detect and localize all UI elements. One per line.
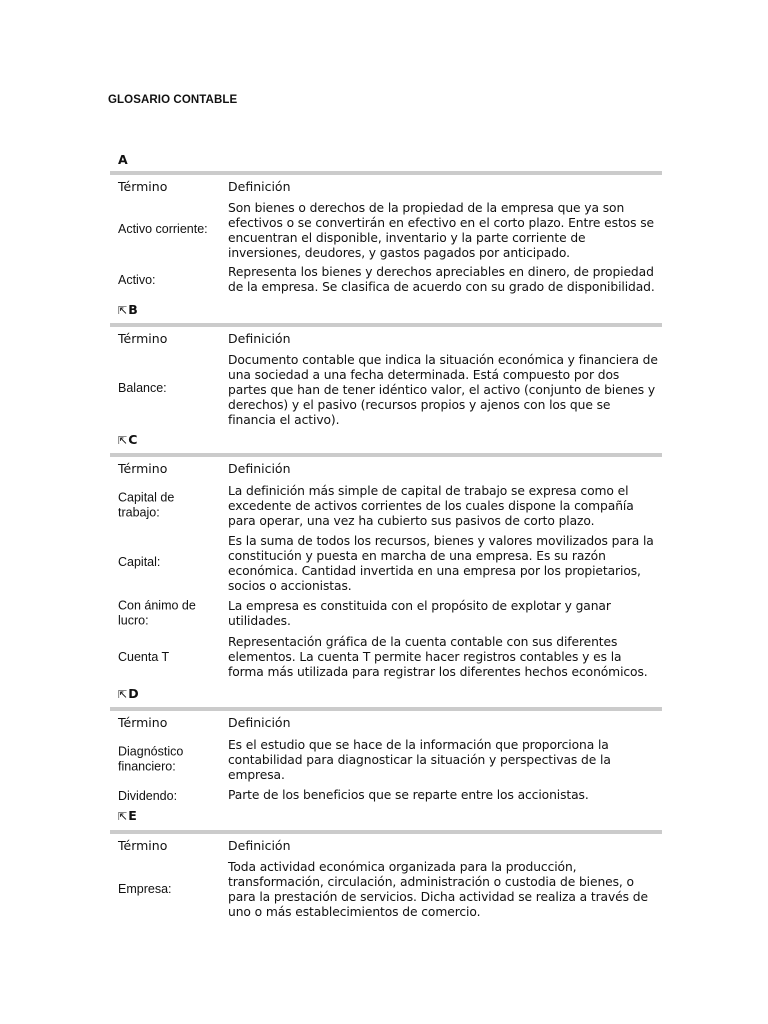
glossary-definition: Es el estudio que se hace de la información que proporciona la contabilidad para diagnosticar la situación y perspectivas de la empresa. [228, 738, 611, 782]
column-header-term: Término [118, 179, 168, 194]
section-letter: C [128, 432, 138, 447]
column-header-definition: Definición [228, 331, 291, 346]
section-letter: E [128, 808, 137, 823]
column-header-term: Término [118, 331, 168, 346]
glossary-term: Con ánimo de lucro: [118, 598, 196, 627]
glossary-definition: Representa los bienes y derechos apreciables en dinero, de propiedad de la empresa. Se clasifica de acuerdo con su grado de disponibilidad. [228, 265, 655, 294]
glossary-term: Capital de trabajo: [118, 490, 175, 519]
glossary-definition: Toda actividad económica organizada para la producción, transformación, circulación, administración o custodia de bienes, o para la prestación de servicios. Dicha actividad se realiza a través de uno o más establecimientos de comercio. [228, 860, 648, 919]
column-header-definition: Definición [228, 838, 291, 853]
section-letter: D [128, 686, 139, 701]
glossary-definition: Parte de los beneficios que se reparte entre los accionistas. [228, 788, 589, 802]
glossary-term: Dividendo: [118, 788, 178, 803]
glossary-definition: Son bienes o derechos de la propiedad de la empresa que ya son efectivos o se convertirán en efectivo en el corto plazo. Entre estos se encuentran el disponible, inventario y la parte corriente de inversiones, deudores, y gastos pagados por anticipado. [228, 201, 654, 260]
glossary-term: Balance: [118, 380, 167, 395]
section-letter-b [118, 302, 138, 317]
glossary-definition: Documento contable que indica la situación económica y financiera de una sociedad a una fecha determinada. Está compuesto por dos partes que han de tener idéntico valor, el activo (conjunto de bienes y derechos) y el pasivo (recursos propios y ajenos con los que se financia el activo). [228, 353, 658, 427]
back-to-top-icon[interactable]: ⇱ [118, 434, 128, 447]
column-header-term: Término [118, 838, 168, 853]
column-header-definition: Definición [228, 715, 291, 730]
glossary-term: Empresa: [118, 881, 172, 896]
section-letter: A [118, 152, 128, 167]
back-to-top-icon[interactable]: ⇱ [118, 810, 128, 823]
back-to-top-icon[interactable]: ⇱ [118, 688, 128, 701]
section-divider [110, 171, 662, 175]
section-letter-d [118, 686, 139, 701]
section-divider [110, 707, 662, 711]
document-title: GLOSARIO CONTABLE [108, 94, 238, 106]
section-divider [110, 830, 662, 834]
glossary-term: Activo corriente: [118, 221, 208, 236]
glossary-definition: Representación gráfica de la cuenta contable con sus diferentes elementos. La cuenta T permite hacer registros contables y es la forma más utilizada para registrar los diferentes hechos económicos. [228, 635, 648, 679]
column-header-definition: Definición [228, 179, 291, 194]
glossary-term: Activo: [118, 272, 156, 287]
section-letter-e [118, 808, 137, 823]
section-divider [110, 453, 662, 457]
glossary-definition: Es la suma de todos los recursos, bienes y valores movilizados para la constitución y puesta en marcha de una empresa. Es su razón económica. Cantidad invertida en una empresa por los propietarios, socios o accionistas. [228, 534, 654, 593]
glossary-definition: La definición más simple de capital de trabajo se expresa como el excedente de activos corrientes de los cuales dispone la compañía para operar, una vez ha cubierto sus pasivos de corto plazo. [228, 484, 634, 528]
section-letter-a [118, 152, 128, 167]
column-header-term: Término [118, 461, 168, 476]
section-letter-c [118, 432, 137, 447]
back-to-top-icon[interactable]: ⇱ [118, 304, 128, 317]
glossary-term: Cuenta T [118, 649, 170, 664]
glossary-definition: La empresa es constituida con el propósito de explotar y ganar utilidades. [228, 599, 611, 628]
section-letter: B [128, 302, 138, 317]
glossary-term: Diagnóstico financiero: [118, 744, 184, 773]
column-header-definition: Definición [228, 461, 291, 476]
glossary-term: Capital: [118, 554, 161, 569]
column-header-term: Término [118, 715, 168, 730]
section-divider [110, 323, 662, 327]
